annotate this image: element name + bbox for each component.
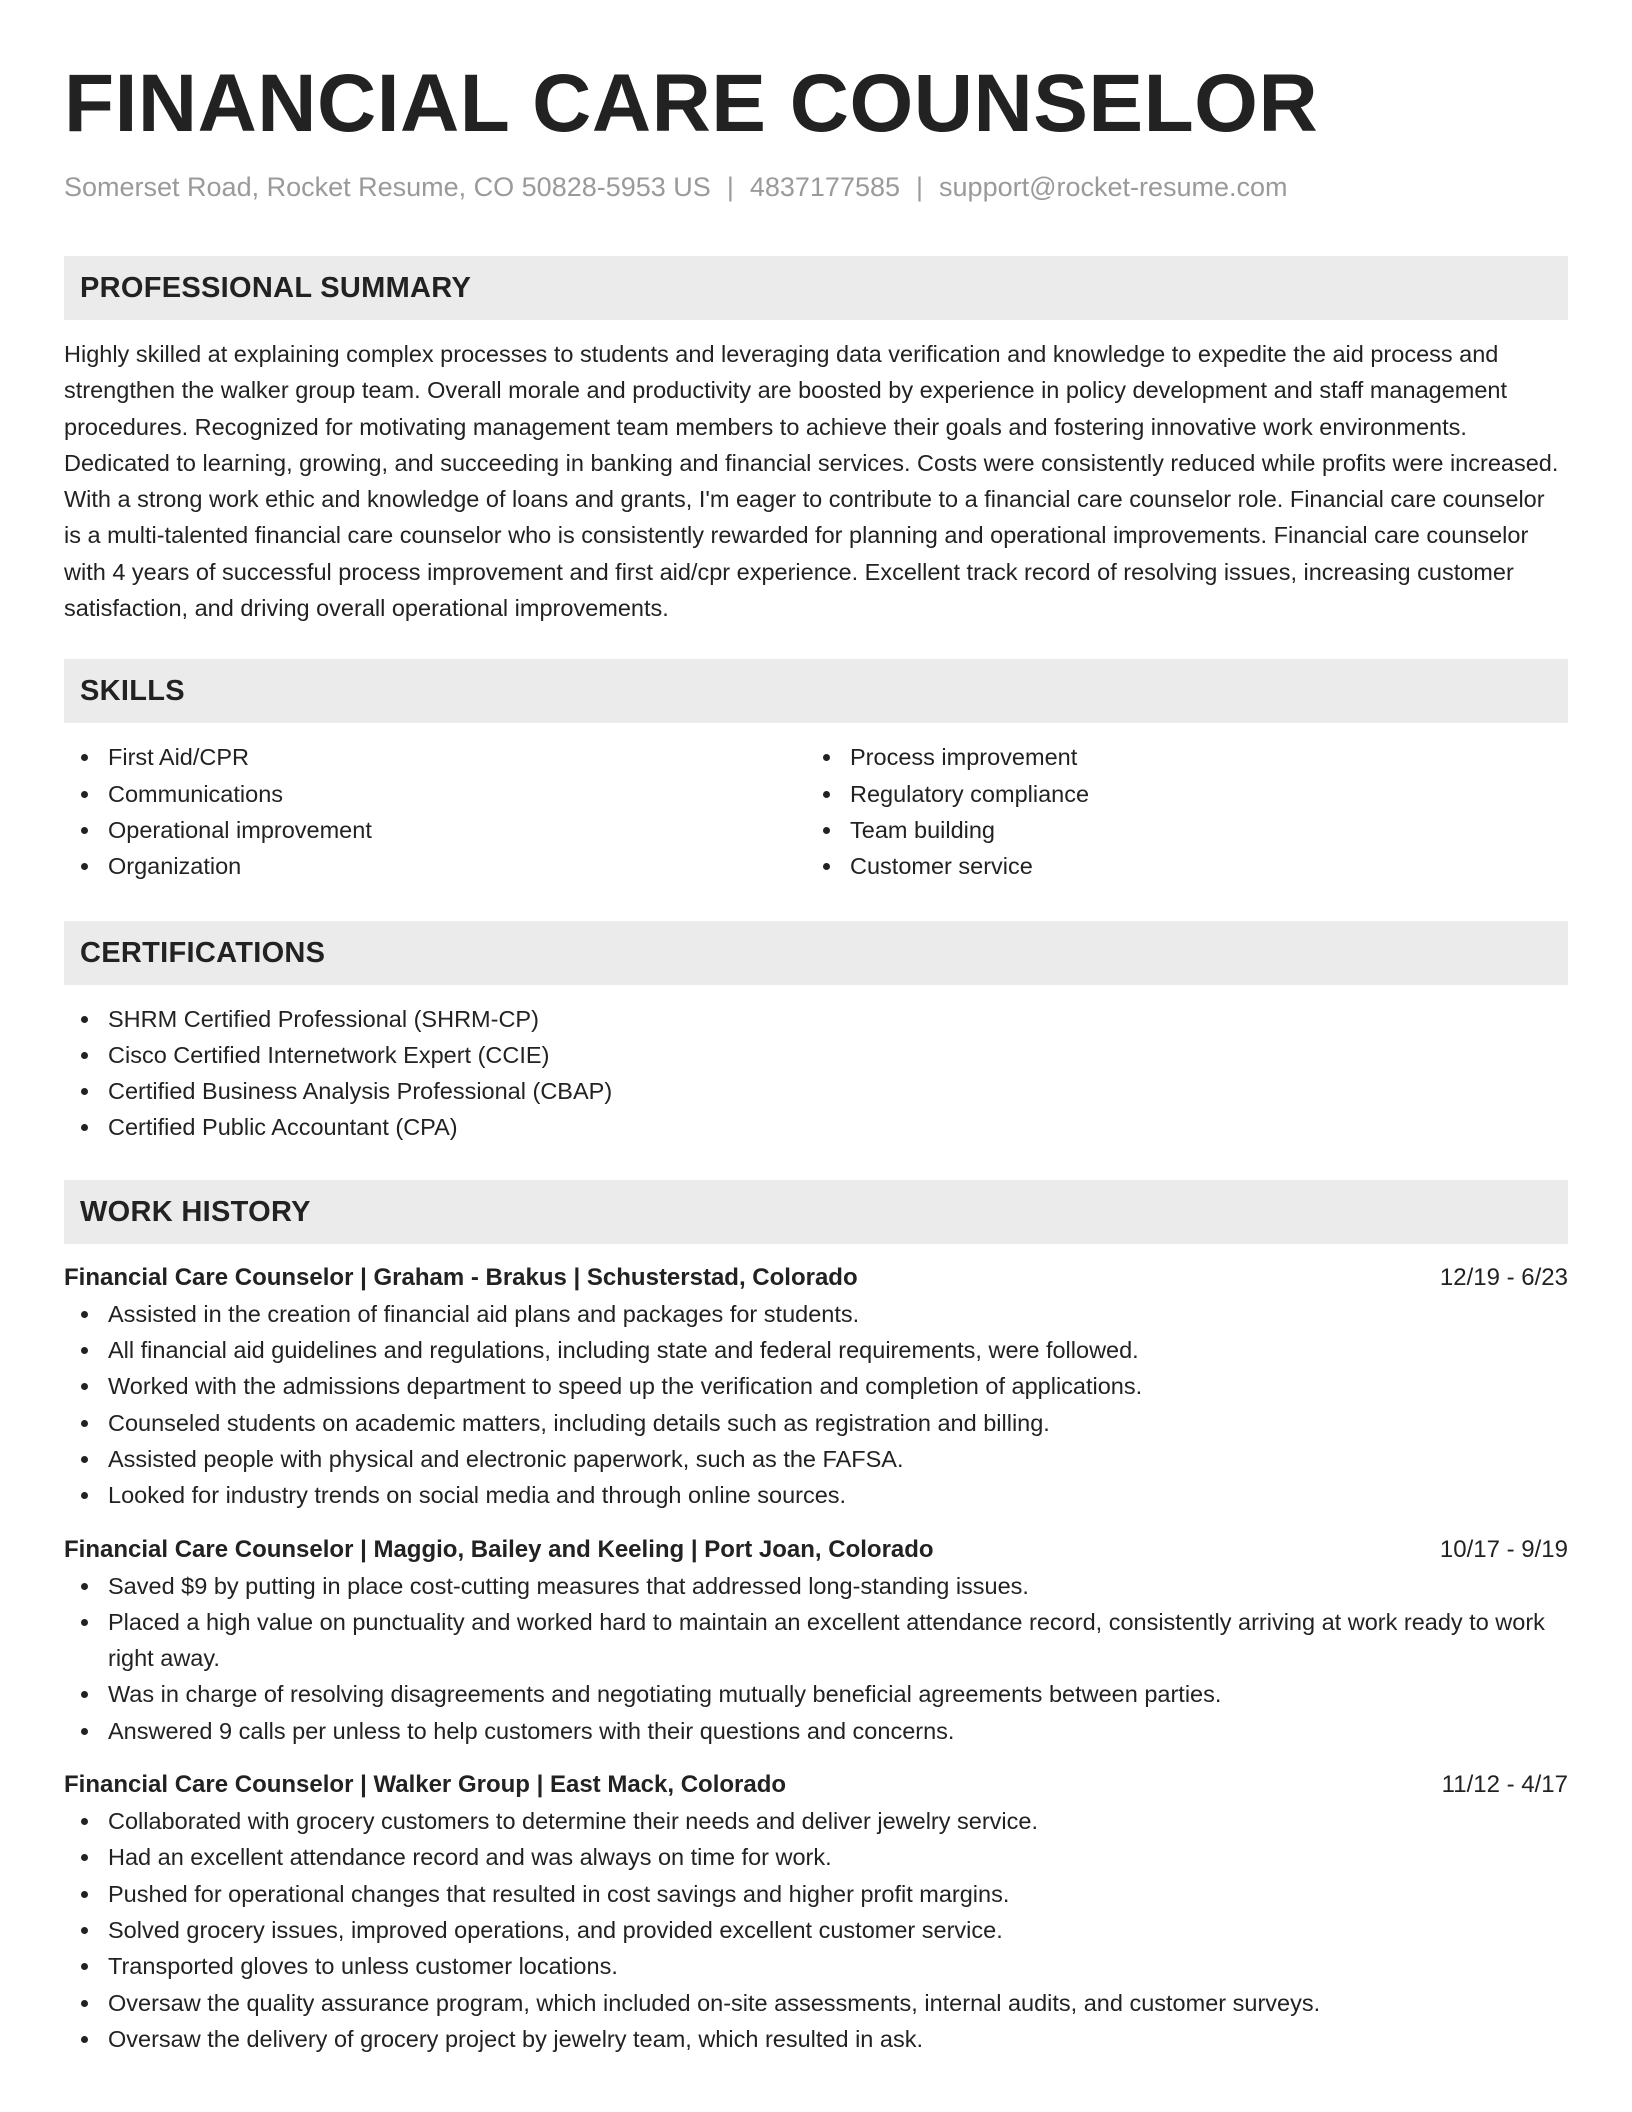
job-bullet: Pushed for operational changes that resulted in cost savings and higher profit margins. bbox=[64, 1876, 1568, 1912]
job-bullet: Counseled students on academic matters, including details such as registration and billing. bbox=[64, 1405, 1568, 1441]
contact-line bbox=[64, 170, 1568, 204]
certifications-heading: CERTIFICATIONS bbox=[64, 921, 1568, 985]
job-bullets bbox=[64, 1296, 1568, 1514]
job-dates: 10/17 - 9/19 bbox=[1439, 1535, 1568, 1563]
skill-item: Process improvement bbox=[806, 739, 1548, 775]
job-title: Financial Care Counselor | Maggio, Bailey and Keeling | Port Joan, Colorado bbox=[64, 1535, 934, 1563]
contact-separator: | bbox=[916, 172, 924, 202]
job-bullet: Solved grocery issues, improved operations, and provided excellent customer service. bbox=[64, 1912, 1568, 1948]
skill-item: Customer service bbox=[806, 848, 1548, 884]
job-header bbox=[64, 1532, 1568, 1568]
job-title: Financial Care Counselor | Graham - Brakus | Schusterstad, Colorado bbox=[64, 1263, 858, 1291]
job-entry bbox=[64, 1532, 1568, 1749]
skill-item: Operational improvement bbox=[64, 812, 806, 848]
skill-item: First Aid/CPR bbox=[64, 739, 806, 775]
job-bullet: Looked for industry trends on social media and through online sources. bbox=[64, 1477, 1568, 1513]
job-bullet: Assisted people with physical and electronic paperwork, such as the FAFSA. bbox=[64, 1441, 1568, 1477]
certification-item: SHRM Certified Professional (SHRM-CP) bbox=[64, 1001, 1568, 1037]
job-title: Financial Care Counselor | Walker Group | East Mack, Colorado bbox=[64, 1771, 787, 1799]
job-bullets bbox=[64, 1803, 1568, 2057]
job-bullet: Transported gloves to unless customer locations. bbox=[64, 1948, 1568, 1984]
resume-name: FINANCIAL CARE COUNSELOR bbox=[64, 58, 1319, 149]
skills-left-column bbox=[64, 739, 806, 884]
contact-address: Somerset Road, Rocket Resume, CO 50828-5953 US bbox=[64, 172, 711, 202]
job-entry bbox=[64, 1260, 1568, 1514]
skill-item: Communications bbox=[64, 776, 806, 812]
job-bullet: Had an excellent attendance record and was always on time for work. bbox=[64, 1839, 1568, 1875]
skills-right-column bbox=[806, 739, 1548, 884]
job-bullet: Answered 9 calls per unless to help customers with their questions and concerns. bbox=[64, 1713, 1568, 1749]
skills-grid bbox=[64, 739, 1568, 884]
contact-email: support@rocket-resume.com bbox=[939, 172, 1288, 202]
job-bullet: Assisted in the creation of financial aid plans and packages for students. bbox=[64, 1296, 1568, 1332]
job-dates: 11/12 - 4/17 bbox=[1441, 1771, 1568, 1799]
job-bullet: Oversaw the quality assurance program, which included on-site assessments, internal audits, and customer surveys. bbox=[64, 1985, 1568, 2021]
job-bullet: Saved $9 by putting in place cost-cutting measures that addressed long-standing issues. bbox=[64, 1568, 1568, 1604]
job-bullet: Oversaw the delivery of grocery project by jewelry team, which resulted in ask. bbox=[64, 2021, 1568, 2057]
job-dates: 12/19 - 6/23 bbox=[1439, 1263, 1568, 1291]
contact-phone: 4837177585 bbox=[749, 172, 901, 202]
certification-item: Certified Public Accountant (CPA) bbox=[64, 1109, 1568, 1145]
work-history-heading: WORK HISTORY bbox=[64, 1180, 1568, 1244]
job-bullet: Was in charge of resolving disagreements and negotiating mutually beneficial agreements between parties. bbox=[64, 1676, 1568, 1712]
contact-separator: | bbox=[726, 172, 734, 202]
certification-item: Cisco Certified Internetwork Expert (CCIE) bbox=[64, 1037, 1568, 1073]
certifications-list bbox=[64, 1001, 1568, 1146]
job-bullet: Collaborated with grocery customers to determine their needs and deliver jewelry service. bbox=[64, 1803, 1568, 1839]
certifications-section bbox=[64, 921, 1568, 1146]
resume-page bbox=[64, 0, 1568, 2057]
work-history-section bbox=[64, 1180, 1568, 2057]
skill-item: Regulatory compliance bbox=[806, 776, 1548, 812]
skills-heading: SKILLS bbox=[64, 659, 1568, 723]
job-header bbox=[64, 1260, 1568, 1296]
job-bullets bbox=[64, 1568, 1568, 1749]
job-entry bbox=[64, 1767, 1568, 2057]
summary-heading: PROFESSIONAL SUMMARY bbox=[64, 256, 1568, 320]
skill-item: Team building bbox=[806, 812, 1548, 848]
job-bullet: Placed a high value on punctuality and worked hard to maintain an excellent attendance record, consistently arriving at work ready to work right away. bbox=[64, 1604, 1568, 1677]
summary-text: Highly skilled at explaining complex processes to students and leveraging data verification and knowledge to expedite the aid process and strengthen the walker group team. Overall morale and productivity are boosted by experience in policy development and staff management procedures. Recognized for motivating management team members to achieve their goals and fostering innovative work environments. Dedicated to learning, growing, and succeeding in banking and financial services. Costs were consistently reduced while profits were increased. With a strong work ethic and knowledge of loans and grants, I'm eager to contribute to a financial care counselor role. Financial care counselor is a multi-talented financial care counselor who is consistently rewarded for planning and operational improvements. Financial care counselor with 4 years of successful process improvement and first aid/cpr experience. Excellent track record of resolving issues, increasing customer satisfaction, and driving overall operational improvements. bbox=[64, 341, 1559, 622]
skill-item: Organization bbox=[64, 848, 806, 884]
job-bullet: All financial aid guidelines and regulations, including state and federal requirements, were followed. bbox=[64, 1332, 1568, 1368]
skills-section bbox=[64, 659, 1568, 884]
job-header bbox=[64, 1767, 1568, 1803]
summary-section bbox=[64, 256, 1568, 626]
job-bullet: Worked with the admissions department to speed up the verification and completion of applications. bbox=[64, 1368, 1568, 1404]
certification-item: Certified Business Analysis Professional (CBAP) bbox=[64, 1073, 1568, 1109]
